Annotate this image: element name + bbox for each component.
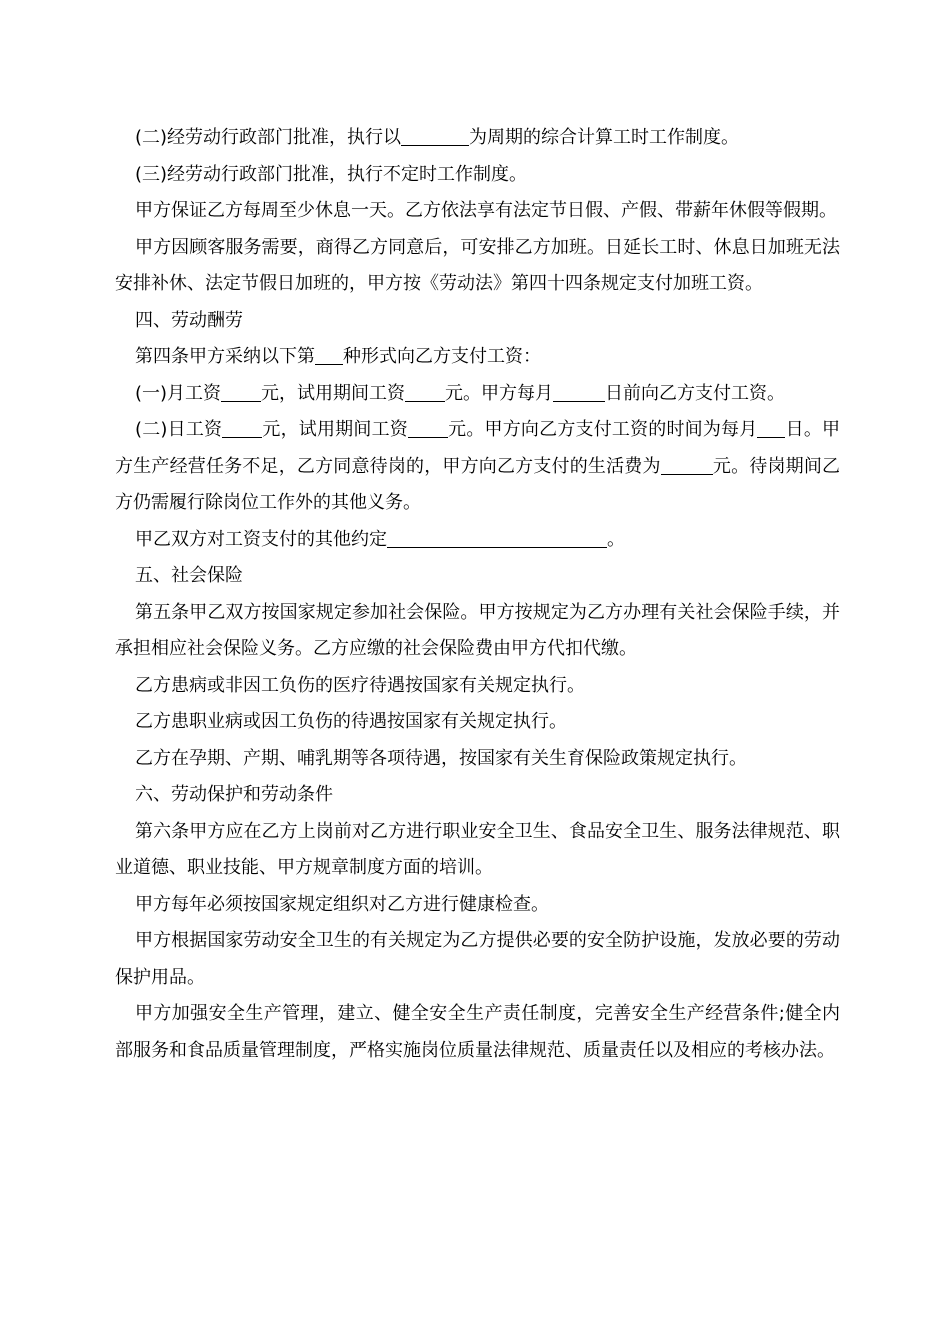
blank-line [553, 383, 605, 402]
paragraph-daily-wage: (二)日工资 元，试用期间工资 元。甲方向乙方支付工资的时间为每月 日。甲方生产经营任务不足，乙方同意待岗的，甲方向乙方支付的生活费为 元。待岗期间乙方仍需履行除岗位工作外的其他义务。 [115, 419, 841, 513]
paragraph-maternity: 乙方在孕期、产期、哺乳期等各项待遇，按国家有关生育保险政策规定执行。 [135, 747, 747, 769]
paragraph-monthly-wage: (一)月工资 元，试用期间工资 元。甲方每月 日前向乙方支付工资。 [135, 382, 786, 404]
blank-line [401, 127, 469, 146]
paragraph-work-hours-comprehensive: (二)经劳动行政部门批准，执行以 为周期的综合计算工时工作制度。 [135, 127, 740, 148]
blank-line [222, 419, 262, 438]
paragraph-occupational-injury: 乙方患职业病或因工负伤的待遇按国家有关规定执行。 [135, 711, 567, 732]
paragraph-work-hours-flexible: (三)经劳动行政部门批准，执行不定时工作制度。 [135, 163, 528, 185]
paragraph-health-check: 甲方每年必须按国家规定组织对乙方进行健康检查。 [135, 893, 549, 915]
blank-line [387, 529, 607, 548]
paragraph-article-4: 第四条甲方采纳以下第 种形式向乙方支付工资： [135, 346, 541, 367]
blank-line [405, 383, 445, 402]
paragraph-illness-treatment: 乙方患病或非因工负伤的医疗待遇按国家有关规定执行。 [135, 674, 585, 696]
section-heading-social-insurance: 五、社会保险 [135, 565, 243, 586]
paragraph-overtime: 甲方因顾客服务需要，商得乙方同意后，可安排乙方加班。日延长工时、休息日加班无法安排补休、法定节假日加班的，甲方按《劳动法》第四十四条规定支付加班工资。 [115, 236, 840, 294]
blank-line [315, 346, 343, 365]
section-heading-remuneration: 四、劳动酬劳 [135, 309, 243, 331]
document-page [115, 120, 840, 1069]
section-heading-labor-protection: 六、劳动保护和劳动条件 [135, 784, 333, 805]
paragraph-safety-management: 甲方加强安全生产管理，建立、健全安全生产责任制度，完善安全生产经营条件;健全内部服务和食品质量管理制度，严格实施岗位质量法律规范、质量责任以及相应的考核办法。 [115, 1003, 840, 1061]
paragraph-article-5: 第五条甲乙双方按国家规定参加社会保险。甲方按规定为乙方办理有关社会保险手续，并承担相应社会保险义务。乙方应缴的社会保险费由甲方代扣代缴。 [115, 601, 840, 659]
blank-line [661, 456, 713, 475]
paragraph-rest-days: 甲方保证乙方每周至少休息一天。乙方依法享有法定节日假、产假、带薪年休假等假期。 [135, 200, 837, 221]
paragraph-other-wage-agreement: 甲乙双方对工资支付的其他约定 。 [135, 528, 625, 550]
paragraph-article-6: 第六条甲方应在乙方上岗前对乙方进行职业安全卫生、食品安全卫生、服务法律规范、职业道德、职业技能、甲方规章制度方面的培训。 [115, 820, 840, 878]
blank-line [221, 383, 261, 402]
paragraph-safety-equipment: 甲方根据国家劳动安全卫生的有关规定为乙方提供必要的安全防护设施，发放必要的劳动保护用品。 [115, 930, 840, 988]
blank-line [757, 419, 785, 438]
blank-line [408, 419, 448, 438]
